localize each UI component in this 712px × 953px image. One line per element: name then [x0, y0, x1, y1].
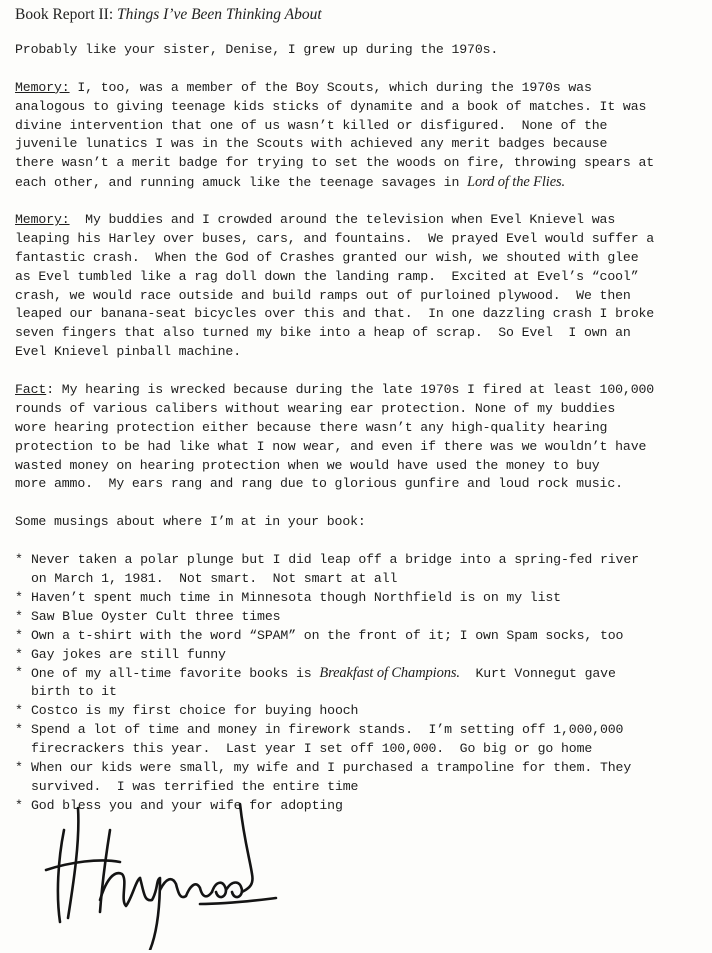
- memory2-line-1: My buddies and I crowded around the television when Evel Knievel was: [69, 212, 616, 228]
- bullet-text: When our kids were small, my wife and I purchased a trampoline for them. They: [31, 759, 632, 775]
- memory2-line-6: leaped our banana-seat bicycles over this and that. In one dazzling crash I broke: [15, 306, 655, 322]
- memory1-line-3: divine intervention that one of us wasn’t killed or disfigured. None of the: [15, 117, 608, 133]
- list-item: [15, 664, 705, 702]
- list-item: [15, 646, 705, 665]
- bullet-text-end: Kurt Vonnegut gave: [459, 666, 616, 682]
- memory1-line-2: analogous to giving teenage kids sticks of dynamite and a book of matches. It was: [15, 98, 647, 114]
- list-item: [15, 551, 705, 589]
- musings-intro: Some musings about where I’m at in your book:: [15, 514, 366, 530]
- fact-line-6: more ammo. My ears rang and rang due to glorious gunfire and loud rock music.: [15, 476, 623, 492]
- list-item: [15, 702, 705, 721]
- memory2-line-2: leaping his Harley over buses, cars, and fountains. We prayed Evel would suffer a: [15, 230, 655, 246]
- memory2-line-4: as Evel tumbled like a rag doll down the landing ramp. Excited at Evel’s “cool”: [15, 268, 639, 284]
- list-item: [15, 589, 705, 608]
- memory1-line-5: there wasn’t a merit badge for trying to set the woods on fire, throwing spears at: [15, 155, 655, 171]
- memory1-line-1: I, too, was a member of the Boy Scouts, which during the 1970s was: [69, 79, 592, 95]
- bullet-marker: *: [15, 552, 23, 568]
- fact-line-4: protection to be had like what I now wear, and even if there was we wouldn’t have: [15, 438, 647, 454]
- bullet-marker: *: [15, 646, 23, 662]
- memory1-line-4: juvenile lunatics I was in the Scouts with achieved any merit badges because: [15, 136, 608, 152]
- bullet-text: Never taken a polar plunge but I did leap off a bridge into a spring-fed river: [31, 552, 639, 568]
- heading-prefix: Book Report II:: [15, 6, 114, 23]
- bullet-text: Haven’t spent much time in Minnesota though Northfield is on my list: [31, 589, 561, 605]
- memory-paragraph-1: [15, 79, 705, 192]
- bullet-marker: *: [15, 703, 23, 719]
- fact-line-2: rounds of various calibers without wearing ear protection. None of my buddies: [15, 400, 616, 416]
- memory-label: Memory:: [15, 212, 70, 228]
- bullet-text-cont: firecrackers this year. Last year I set off 100,000. Go big or go home: [31, 740, 593, 756]
- musings-list: [15, 551, 705, 815]
- letter-body: [15, 41, 705, 816]
- bullet-marker: *: [15, 722, 23, 738]
- bullet-text: God bless you and your wife for adopting: [31, 797, 343, 813]
- bullet-text: Spend a lot of time and money in firework stands. I’m setting off 1,000,000: [31, 722, 624, 738]
- signature-strokes: [46, 804, 276, 950]
- bullet-text: One of my all-time favorite books is: [31, 666, 320, 682]
- memory-label: Memory:: [15, 79, 70, 95]
- list-item: [15, 721, 705, 759]
- bullet-text: Costco is my first choice for buying hooch: [31, 703, 359, 719]
- memory1-line-6: each other, and running amuck like the teenage savages in: [15, 175, 468, 191]
- report-heading: [15, 6, 322, 24]
- bullet-marker: *: [15, 608, 23, 624]
- bullet-marker: *: [15, 759, 23, 775]
- fact-line-3: wore hearing protection either because there wasn’t any high-quality hearing: [15, 419, 608, 435]
- bullet-text-cont: birth to it: [31, 684, 117, 700]
- memory2-line-5: crash, we would race outside and build ramps out of purloined plywood. We then: [15, 287, 631, 303]
- fact-label: Fact: [15, 382, 47, 398]
- handwritten-signature: [40, 800, 300, 950]
- bullet-text: Gay jokes are still funny: [31, 646, 226, 662]
- list-item: [15, 627, 705, 646]
- bullet-marker: *: [15, 797, 23, 813]
- fact-line-5: wasted money on hearing protection when we would have used the money to buy: [15, 457, 600, 473]
- memory2-line-8: Evel Knievel pinball machine.: [15, 344, 242, 360]
- bullet-text: Saw Blue Oyster Cult three times: [31, 608, 281, 624]
- list-item: [15, 608, 705, 627]
- memory2-line-7: seven fingers that also turned my bike into a heap of scrap. So Evel I own an: [15, 325, 631, 341]
- heading-title: Things I’ve Been Thinking About: [117, 6, 322, 23]
- fact-line-1: : My hearing is wrecked because during the late 1970s I fired at least 100,000: [46, 382, 655, 398]
- intro-sentence: Probably like your sister, Denise, I grew up during the 1970s.: [15, 42, 499, 57]
- bullet-text-cont: survived. I was terrified the entire time: [31, 778, 359, 794]
- bullet-marker: *: [15, 627, 23, 643]
- bullet-text-cont: on March 1, 1981. Not smart. Not smart at all: [31, 570, 398, 586]
- bullet-marker: *: [15, 665, 23, 681]
- bullet-text: Own a t-shirt with the word “SPAM” on the front of it; I own Spam socks, too: [31, 627, 624, 643]
- book-title-breakfast-of-champions: Breakfast of Champions.: [319, 665, 460, 682]
- memory-paragraph-2: [15, 211, 705, 362]
- bullet-marker: *: [15, 589, 23, 605]
- fact-paragraph: [15, 381, 705, 494]
- memory2-line-3: fantastic crash. When the God of Crashes granted our wish, we shouted with glee: [15, 249, 639, 265]
- book-title-lord-of-the-flies: Lord of the Flies.: [467, 174, 566, 191]
- list-item: [15, 759, 705, 797]
